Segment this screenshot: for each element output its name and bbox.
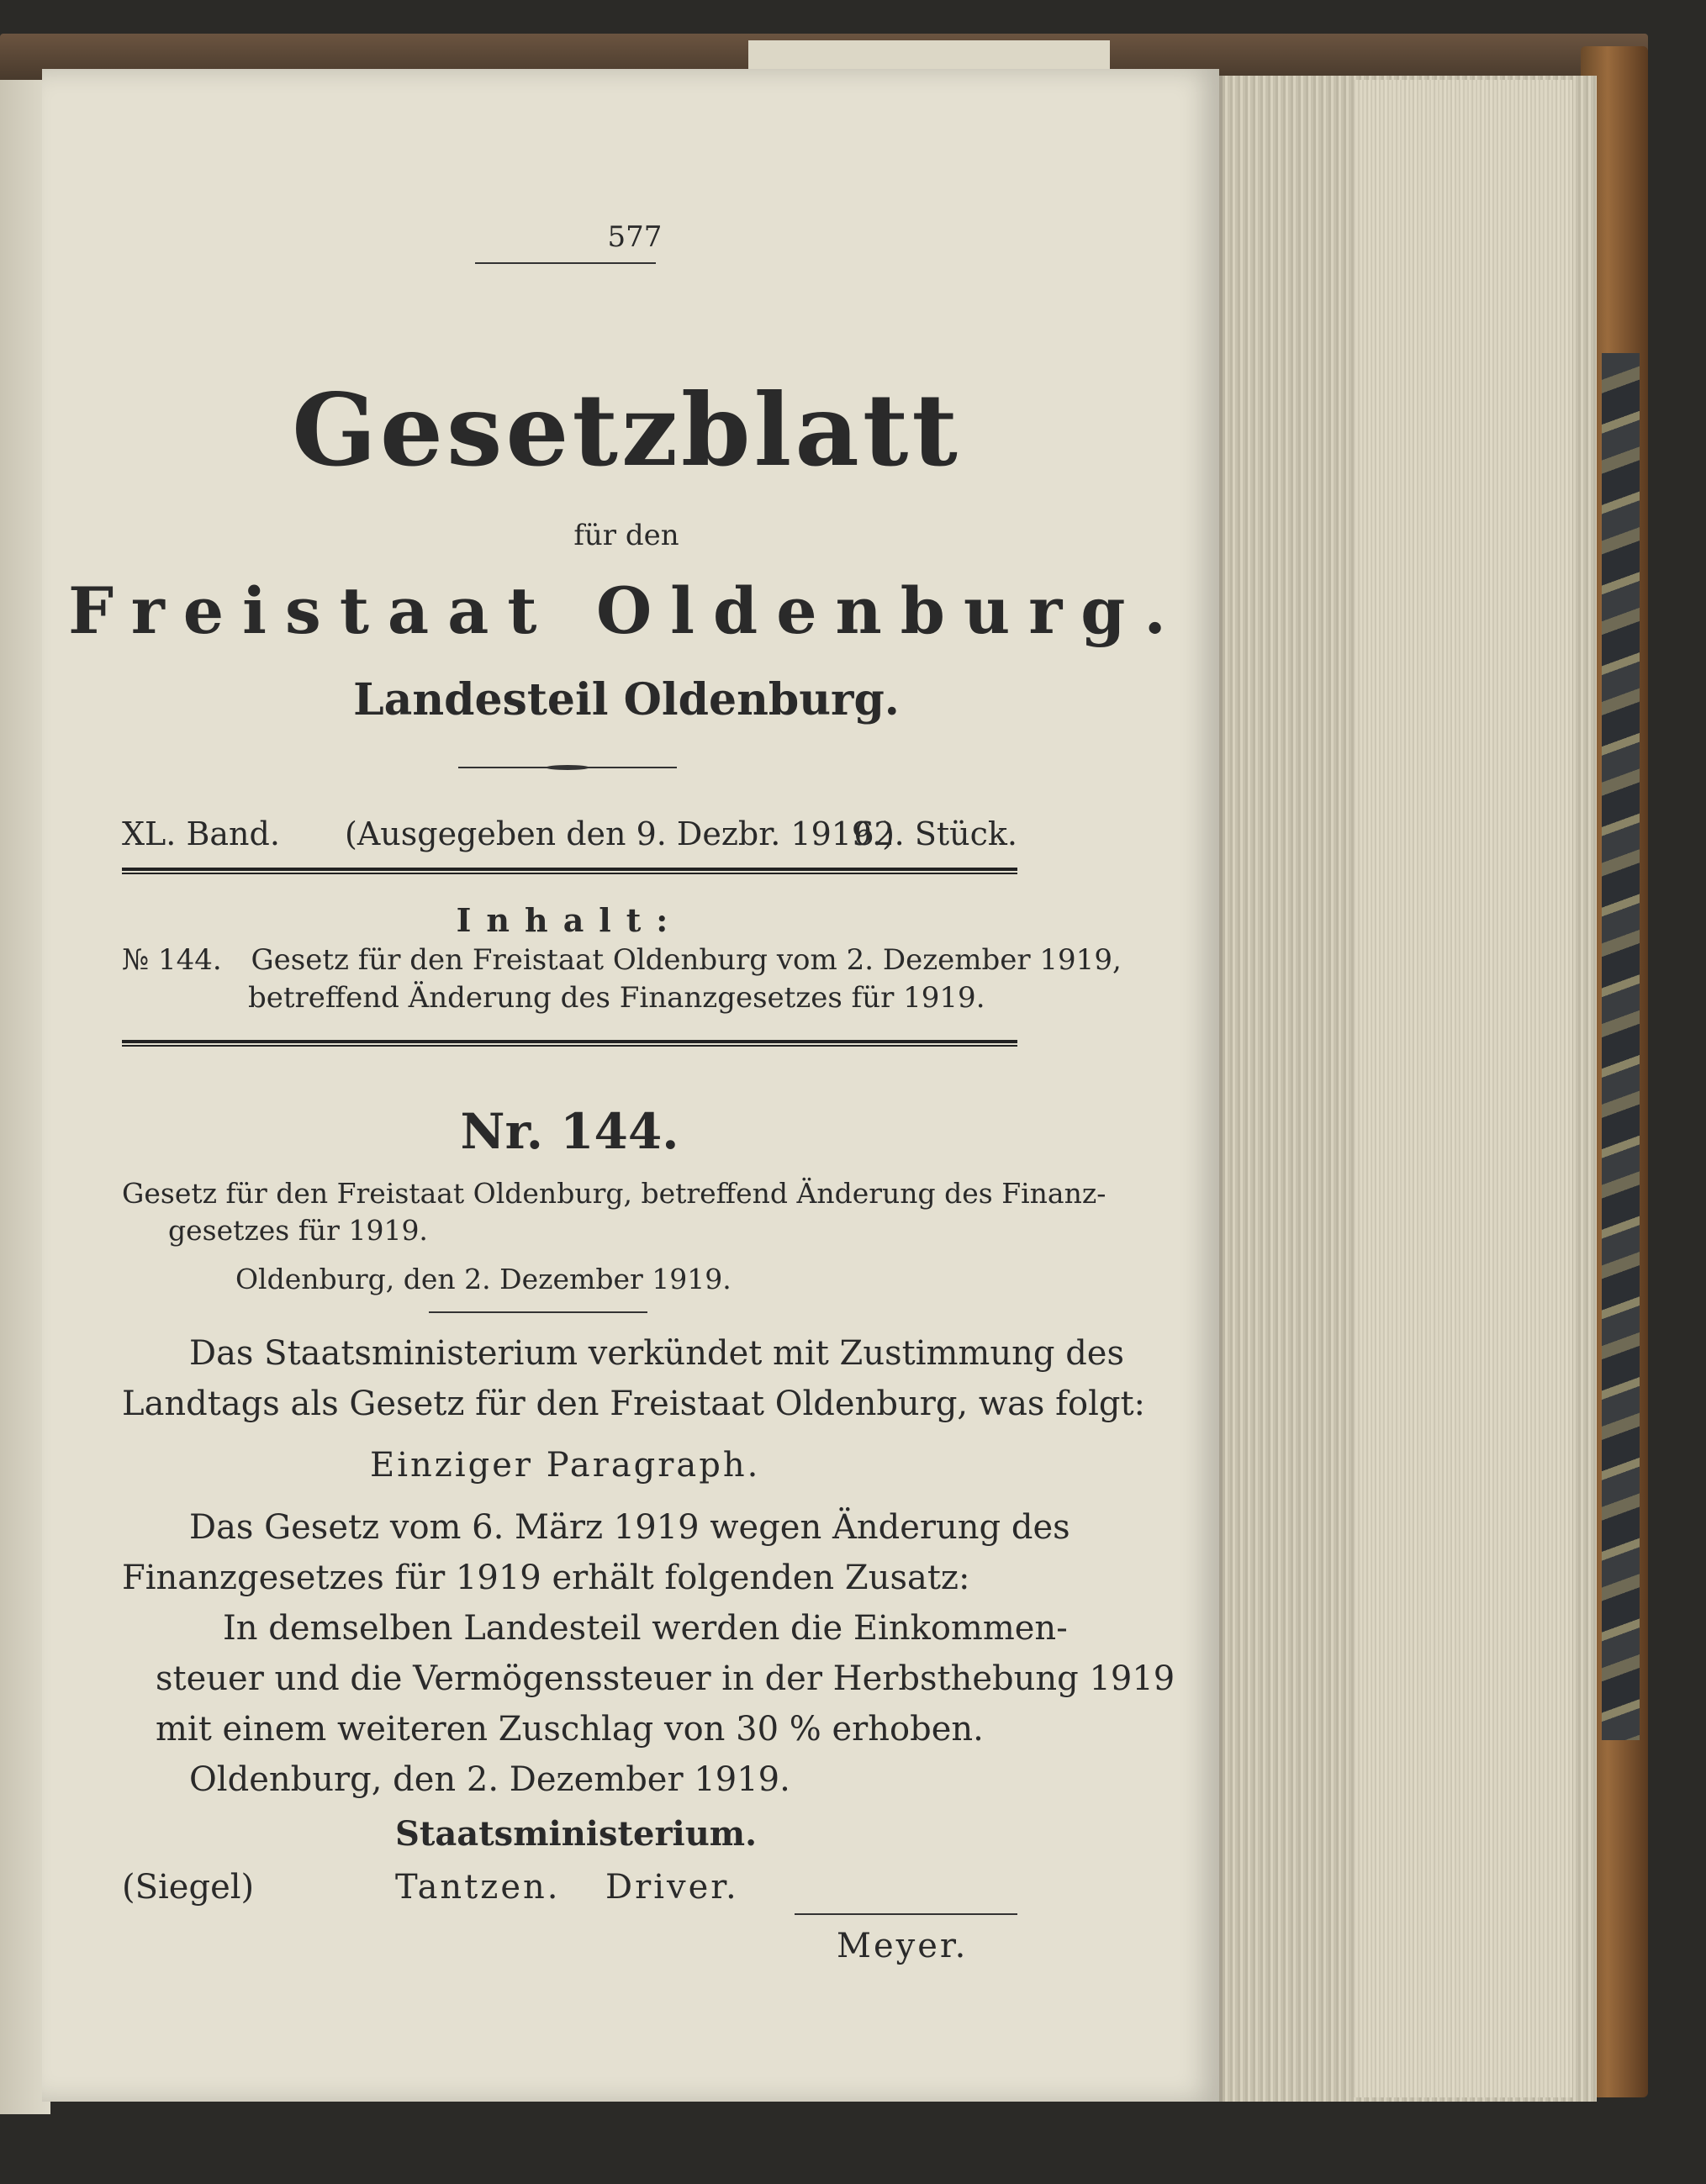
- section-heading: Einziger Paragraph.: [370, 1446, 761, 1485]
- issue-meta: [122, 815, 1017, 857]
- quote-line2: steuer und die Vermögenssteuer in der Herbsthebung 1919: [156, 1659, 1175, 1698]
- contents-text-line2: betreffend Änderung des Finanzgesetzes für 1919.: [248, 981, 985, 1015]
- law-header-rule: [429, 1311, 647, 1313]
- issue-date: (Ausgegeben den 9. Dezbr. 1919.): [345, 815, 895, 852]
- document-page: [42, 69, 1219, 2102]
- law-title-line2: gesetzes für 1919.: [168, 1214, 428, 1247]
- contents-rule: [122, 1040, 1017, 1047]
- piece-label: 62. Stück.: [853, 815, 1017, 852]
- law-number: Nr. 144.: [460, 1103, 679, 1160]
- closing-date: Oldenburg, den 2. Dezember 1919.: [189, 1760, 790, 1799]
- page-title: Gesetzblatt: [292, 372, 961, 488]
- page-subtitle: für den: [573, 519, 679, 552]
- signatory-driver: Driver.: [605, 1868, 739, 1907]
- seal-label: (Siegel): [122, 1868, 255, 1907]
- quote-line3: mit einem weiteren Zuschlag von 30 % erhoben.: [156, 1710, 984, 1749]
- law-title-line1: Gesetz für den Freistaat Oldenburg, betreffend Änderung des Finanz-: [122, 1177, 1107, 1210]
- page-number: 577: [607, 220, 663, 254]
- header-rule: [122, 868, 1017, 874]
- intro-line2: Landtags als Gesetz für den Freistaat Oldenburg, was folgt:: [122, 1385, 1146, 1423]
- contents-entry-line1: [122, 943, 1122, 977]
- contents-heading: Inhalt:: [456, 901, 684, 939]
- signatory-tantzen: Tantzen.: [395, 1868, 561, 1907]
- quote-line1: In demselben Landesteil werden die Einkommen-: [223, 1609, 1068, 1648]
- contents-number: № 144.: [122, 943, 222, 977]
- body-line2: Finanzgesetzes für 1919 erhält folgenden Zusatz:: [122, 1559, 970, 1597]
- state-title: Freistaat Oldenburg.: [68, 573, 1185, 648]
- body-line1: Das Gesetz vom 6. März 1919 wegen Änderung des: [189, 1508, 1070, 1547]
- ornament-divider: [458, 765, 677, 770]
- intro-line1: Das Staatsministerium verkündet mit Zustimmung des: [189, 1334, 1124, 1373]
- marbled-cover: [1602, 353, 1640, 1740]
- page-block-edge-inner: [1354, 80, 1572, 2097]
- district-title: Landesteil Oldenburg.: [353, 674, 900, 725]
- signatory-meyer: Meyer.: [837, 1927, 969, 1965]
- contents-text-line1: Gesetz für den Freistaat Oldenburg vom 2. Dezember 1919,: [251, 943, 1122, 977]
- volume-label: XL. Band.: [122, 815, 280, 852]
- page-number-rule: [475, 262, 656, 264]
- authority-label: Staatsministerium.: [395, 1814, 758, 1854]
- signature-rule: [795, 1913, 1017, 1915]
- law-place-date: Oldenburg, den 2. Dezember 1919.: [235, 1263, 732, 1295]
